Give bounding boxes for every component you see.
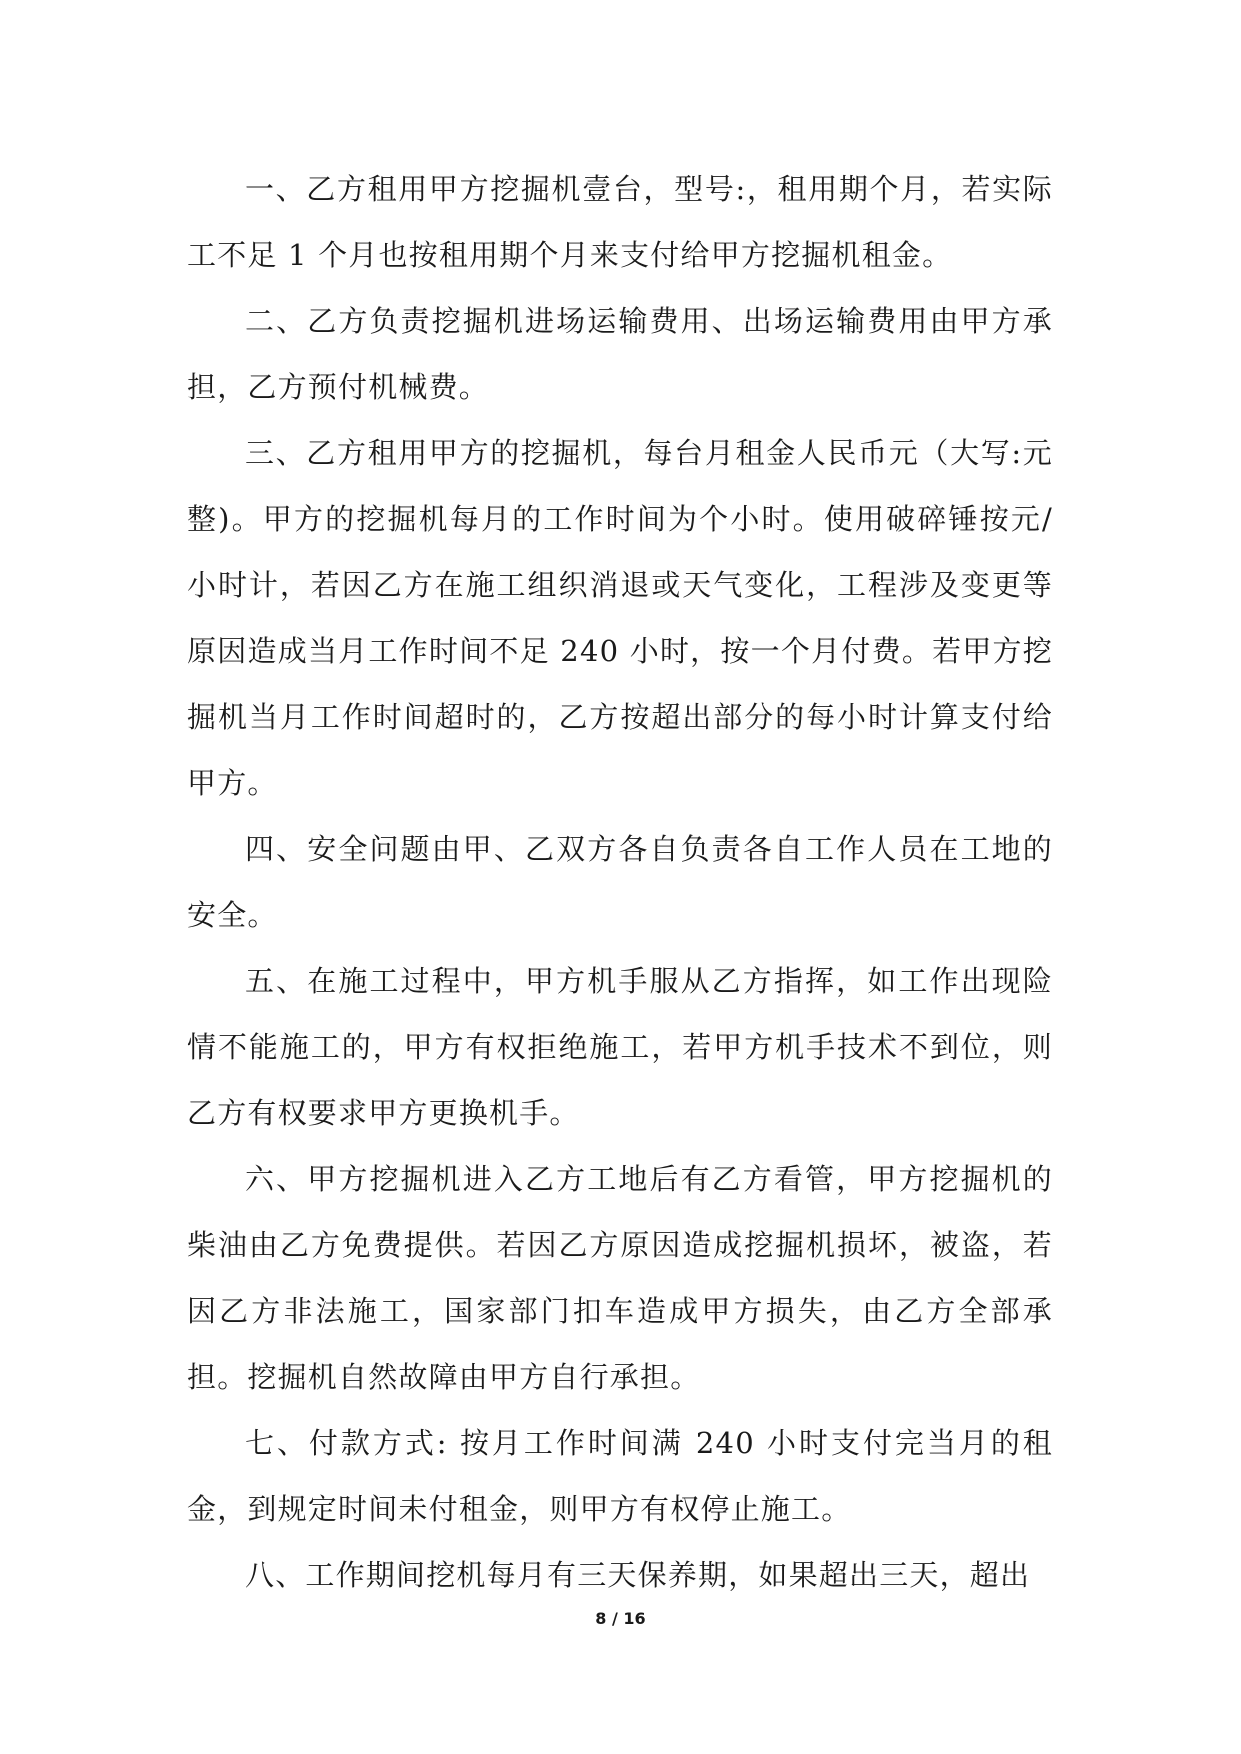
paragraph-clause-3: 三、乙方租用甲方的挖掘机，每台月租金人民币元（大写:元整)。甲方的挖掘机每月的工作时间为个小时。使用破碎锤按元/小时计，若因乙方在施工组织消退或天气变化，工程涉及变更等原因造成当月工作时间不足 240 小时，按一个月付费。若甲方挖掘机当月工作时间超时的，乙方按超出部分的每小时计算支付给甲方。 [187,436,1053,800]
paragraph-clause-2: 二、乙方负责挖掘机进场运输费用、出场运输费用由甲方承担，乙方预付机械费。 [187,304,1053,404]
document-body [187,156,1053,1608]
paragraph-clause-1: 一、乙方租用甲方挖掘机壹台，型号:，租用期个月，若实际工不足 1 个月也按租用期个月来支付给甲方挖掘机租金。 [187,172,1053,272]
paragraph-clause-4: 四、安全问题由甲、乙双方各自负责各自工作人员在工地的安全。 [187,832,1053,932]
paragraph-clause-8: 八、工作期间挖机每月有三天保养期，如果超出三天，超出 [245,1558,1031,1592]
page-number: 8 / 16 [595,1609,646,1628]
paragraph-clause-5: 五、在施工过程中，甲方机手服从乙方指挥，如工作出现险情不能施工的，甲方有权拒绝施工，若甲方机手技术不到位，则乙方有权要求甲方更换机手。 [187,964,1053,1130]
paragraph-clause-7: 七、付款方式: 按月工作时间满 240 小时支付完当月的租金，到规定时间未付租金，则甲方有权停止施工。 [187,1426,1053,1526]
paragraph-clause-6: 六、甲方挖掘机进入乙方工地后有乙方看管，甲方挖掘机的柴油由乙方免费提供。若因乙方原因造成挖掘机损坏，被盗，若因乙方非法施工，国家部门扣车造成甲方损失，由乙方全部承担。挖掘机自然故障由甲方自行承担。 [187,1162,1053,1394]
